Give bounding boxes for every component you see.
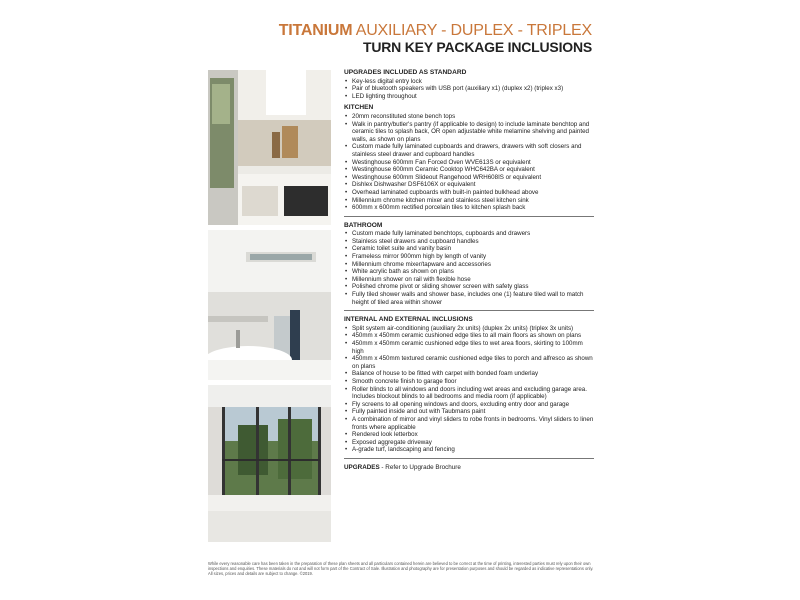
kitchen-list [344, 113, 594, 212]
section-internal-external [344, 316, 594, 454]
kitchen-photo [208, 70, 331, 225]
section-bathroom [344, 222, 594, 307]
list-item: • Rendered look letterbox [344, 431, 594, 439]
list-item: • Custom made fully laminated benchtops, cupboards and drawers [344, 230, 594, 238]
standard-list [344, 78, 594, 101]
list-item: • Split system air-conditioning (auxiliary 2x units) (duplex 2x units) (triplex 3x units) [344, 325, 594, 333]
list-item: • Fly screens to all opening windows and doors, excluding entry door and garage [344, 401, 594, 409]
list-item: • Key-less digital entry lock [344, 78, 594, 86]
list-item: • 600mm x 600mm rectified porcelain tiles to kitchen splash back [344, 204, 594, 212]
section-standard [344, 69, 594, 100]
upgrades-label: UPGRADES [344, 463, 380, 471]
upgrades-text: - Refer to Upgrade Brochure [379, 463, 461, 471]
section-title-internal-external: INTERNAL AND EXTERNAL INCLUSIONS [344, 316, 473, 324]
list-item: • Stainless steel drawers and cupboard handles [344, 238, 594, 246]
list-item: • 450mm x 450mm ceramic cushioned edge tiles to all main floors as shown on plans [344, 332, 594, 340]
section-title-bathroom: BATHROOM [344, 221, 383, 229]
title-product-range: AUXILIARY - DUPLEX - TRIPLEX [352, 22, 592, 39]
list-item: • Pair of bluetooth speakers with USB port (auxiliary x1) (duplex x2) (triplex x3) [344, 85, 594, 93]
list-item: • Fully tiled shower walls and shower base, includes one (1) feature tiled wall to match height of tiled area within shower [344, 291, 594, 306]
document-title [279, 22, 592, 39]
list-item: • Balance of house to be fitted with carpet with bonded foam underlay [344, 370, 594, 378]
upgrades-note [344, 464, 594, 472]
list-item: • Polished chrome pivot or sliding shower screen with safety glass [344, 283, 594, 291]
section-title-kitchen: KITCHEN [344, 104, 374, 112]
list-item: • Westinghouse 600mm Slideout Rangehood WRH608IS or equivalent [344, 174, 594, 182]
title-brand: TITANIUM [278, 22, 353, 39]
list-item: • Westinghouse 600mm Ceramic Cooktop WHC642BA or equivalent [344, 166, 594, 174]
divider [344, 216, 594, 217]
list-item: • Custom made fully laminated cupboards and drawers, drawers with soft closers and stainless steel drawer and cupboard handles [344, 143, 594, 158]
document-subtitle: TURN KEY PACKAGE INCLUSIONS [363, 39, 592, 55]
list-item: • Westinghouse 600mm Fan Forced Oven WVE613S or equivalent [344, 159, 594, 167]
list-item: • Roller blinds to all windows and doors including wet areas and excluding garage area. Includes blockout blinds to all bedrooms and media room (if applicable) [344, 386, 594, 401]
list-item: • White acrylic bath as shown on plans [344, 268, 594, 276]
page-header [279, 22, 592, 55]
living-room-photo [208, 385, 331, 542]
list-item: • 450mm x 450mm ceramic cushioned edge tiles to wet area floors, skirting to 100mm high [344, 340, 594, 355]
footer-disclaimer: While every reasonable care has been taken in the preparation of these plan sheets and all particulars contained herein are believed to be correct at the time of printing, interested parties must rely upon their own inspections and enquiries. These materials do not and will not form part of the Contract of Sale. Illustration and photography are for presentation purposes and should be regarded as indicative representations only. All sizes, prices and details are subject to change. ©2019. [208, 561, 594, 577]
list-item: • 20mm reconstituted stone bench tops [344, 113, 594, 121]
list-item: • A-grade turf, landscaping and fencing [344, 446, 594, 454]
list-item: • A combination of mirror and vinyl sliders to robe fronts in bedrooms. Vinyl sliders to linen fronts where applicable [344, 416, 594, 431]
list-item: • Millennium chrome mixer/tapware and accessories [344, 261, 594, 269]
bathroom-list [344, 230, 594, 306]
list-item: • Frameless mirror 900mm high by length of vanity [344, 253, 594, 261]
bathroom-photo [208, 230, 331, 380]
section-kitchen [344, 104, 594, 211]
list-item: • Fully painted inside and out with Taubmans paint [344, 408, 594, 416]
list-item: • Dishlex Dishwasher DSF6106X or equivalent [344, 181, 594, 189]
list-item: • Millennium chrome kitchen mixer and stainless steel kitchen sink [344, 197, 594, 205]
list-item: • Ceramic toilet suite and vanity basin [344, 245, 594, 253]
list-item: • Millennium shower on rail with flexible hose [344, 276, 594, 284]
list-item: • Exposed aggregate driveway [344, 439, 594, 447]
list-item: • Smooth concrete finish to garage floor [344, 378, 594, 386]
list-item: • 450mm x 450mm textured ceramic cushioned edge tiles to porch and alfresco as shown on plans [344, 355, 594, 370]
list-item: • LED lighting throughout [344, 93, 594, 101]
section-title-standard: UPGRADES INCLUDED AS STANDARD [344, 69, 467, 76]
internal-external-list [344, 325, 594, 454]
divider [344, 310, 594, 311]
list-item: • Walk in pantry/butler's pantry (if applicable to design) to include laminate benchtop and ceramic tiles to splash back, OR open adjustable white melamine shelving and painted walls, as shown on plans [344, 121, 594, 144]
inclusions-content [344, 69, 594, 472]
divider [344, 458, 594, 459]
list-item: • Overhead laminated cupboards with built-in painted bulkhead above [344, 189, 594, 197]
